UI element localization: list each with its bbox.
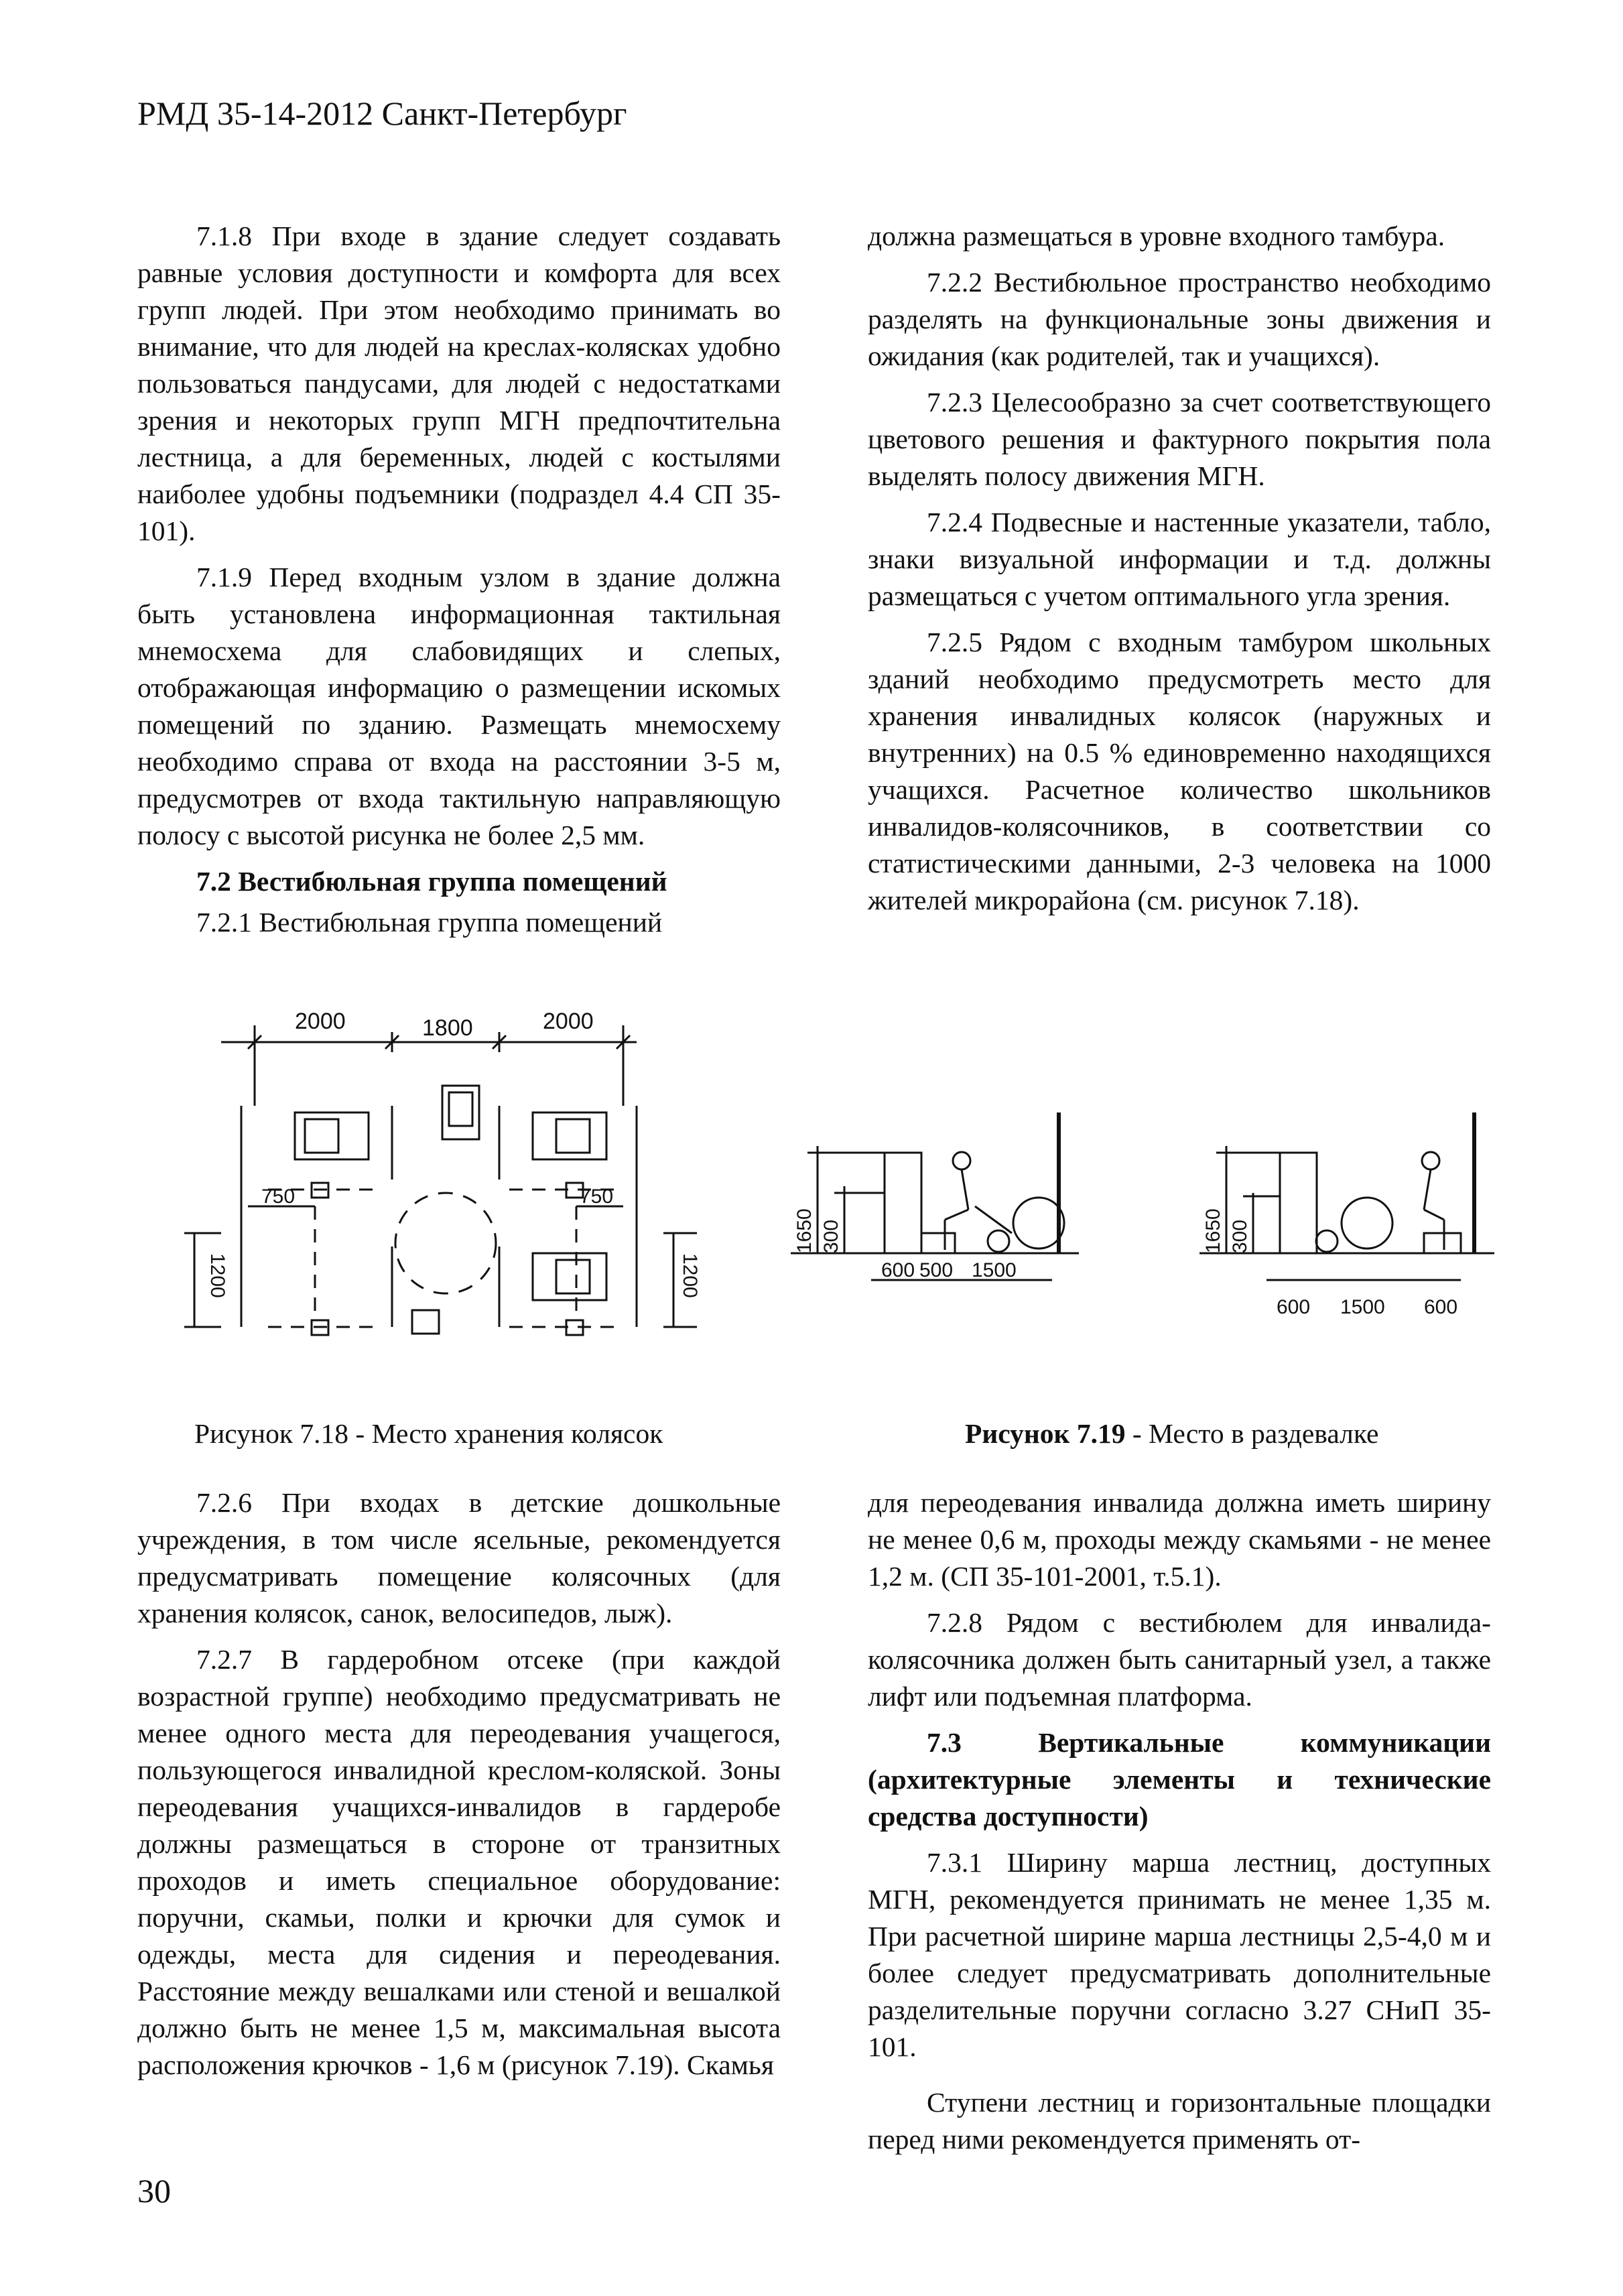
figure-7-19-caption <box>965 1417 1378 1450</box>
paragraph-7-2-4: 7.2.4 Подвесные и настенные указатели, табло, знаки визуальной информации и т.д. должны размещаться с учетом оптимального угла зрения. <box>868 507 1491 611</box>
paragraph-7-2-5: 7.2.5 Рядом с входным тамбуром школьных зданий необходимо предусмотреть место для хранения инвалидных колясок (наружных и внутренних) на 0.5 % единовременно находящихся учащихся. Расчетное количество школьников инвалидов-колясочников, в соответствии со статистическими данными, 2-3 человека на 1000 жителей микрорайона (см. рисунок 7.18). <box>868 627 1491 915</box>
paragraph-continuation-2: для переодевания инвалида должна иметь ширину не менее 0,6 м, проходы между скамьями - не менее 1,2 м. (СП 35-101-2001, т.5.1). <box>868 1487 1491 1592</box>
paragraph-continuation: должна размещаться в уровне входного тамбура. <box>868 220 1445 251</box>
figure-7-19-caption-label: Рисунок 7.19 <box>965 1418 1126 1449</box>
dim-750-right: 750 <box>580 1186 614 1208</box>
paragraph-7-2-2: 7.2.2 Вестибюльное пространство необходимо разделять на функциональные зоны движения и ожидания (как родителей, так и учащихся). <box>868 267 1491 371</box>
paragraph-7-2-6: 7.2.6 При входах в детские дошкольные учреждения, в том числе ясельные, рекомендуется предусматривать помещение колясочных (для хранения колясок, санок, велосипедов, лыж). <box>137 1487 781 1629</box>
section-7-2-title: 7.2 Вестибюльная группа помещений <box>196 866 667 897</box>
dim-1200-right: 1200 <box>679 1253 701 1298</box>
dim-600-right-b: 600 <box>1424 1296 1458 1318</box>
dim-2000-left: 2000 <box>295 1009 346 1034</box>
dim-1500-right: 1500 <box>1340 1296 1385 1318</box>
dim-2000-right: 2000 <box>543 1009 594 1034</box>
dim-1500-left: 1500 <box>972 1259 1017 1281</box>
paragraph-7-3-1: 7.3.1 Ширину марша лестниц, доступных МГН, рекомендуется принимать не менее 1,35 м. При расчетной ширине марша лестницы 2,5-4,0 м и более следует предусматривать дополнительные разделительные поручни согласно 3.27 СНиП 35-101. <box>868 1847 1491 2062</box>
left-column-bottom <box>137 1484 781 2084</box>
paragraph-7-1-8: 7.1.8 При входе в здание следует создавать равные условия доступности и комфорта для всех групп людей. При этом необходимо принимать во внимание, что для людей на креслах-колясках удобно пользоваться пандусами, для людей с недостатками зрения и некоторых групп МГН предпочтительна лестница, а для беременных, людей с костылями наиболее удобны подъемники (подраздел 4.4 СП 35-101). <box>137 220 781 546</box>
figure-7-19-sections <box>771 1099 1508 1354</box>
right-column-bottom <box>868 1484 1491 2158</box>
paragraph-7-2-7: 7.2.7 В гардеробном отсеке (при каждой возрастной группе) необходимо предусматривать не менее одного места для переодевания учащегося, пользующегося инвалидной креслом-коляской. Зоны переодевания учащихся-инвалидов в гардеробе должны размещаться в стороне от транзитных проходов и иметь специальное оборудование: поручни, скамьи, полки и крючки для сумок и одежды, места для сидения и переодевания. Расстояние между вешалками или стеной и вешалкой должно быть не менее 1,5 м, максимальная высота расположения крючков - 1,6 м (рисунок 7.19). Скамья <box>137 1644 781 2080</box>
page-header: РМД 35-14-2012 Санкт-Петербург <box>137 94 627 132</box>
figure-7-18-plan <box>181 1005 730 1354</box>
paragraph-7-2-1: 7.2.1 Вестибюльная группа помещений <box>196 907 663 938</box>
paragraph-7-2-8: 7.2.8 Рядом с вестибюлем для инвалида-колясочника должен быть санитарный узел, а также лифт или подъемная платформа. <box>868 1607 1491 1712</box>
left-column-top <box>137 218 781 941</box>
page-number: 30 <box>137 2172 171 2210</box>
dim-300-right: 300 <box>1229 1219 1251 1253</box>
right-column-top <box>868 218 1491 919</box>
dim-500-left: 500 <box>919 1259 954 1281</box>
dim-750-left: 750 <box>261 1186 296 1208</box>
dim-300-left: 300 <box>820 1219 842 1253</box>
paragraph-7-2-3: 7.2.3 Целесообразно за счет соответствующего цветового решения и фактурного покрытия пола выделять полосу движения МГН. <box>868 387 1491 491</box>
dim-1200-left: 1200 <box>206 1253 229 1298</box>
dim-600-left: 600 <box>881 1259 915 1281</box>
figure-7-18-caption: Рисунок 7.18 - Место хранения колясок <box>194 1418 663 1449</box>
figure-7-19-caption-text: - Место в раздевалке <box>1125 1418 1379 1449</box>
paragraph-steps: Ступени лестниц и горизонтальные площадки перед ними рекомендуется применять от- <box>868 2087 1491 2155</box>
dim-1650-right: 1650 <box>1202 1208 1224 1253</box>
paragraph-7-1-9: 7.1.9 Перед входным узлом в здание должна быть установлена информационная тактильная мнемосхема для слабовидящих и слепых, отображающая информацию о размещении искомых помещений по зданию. Размещать мнемосхему необходимо справа от входа на расстоянии 3-5 м, предусмотрев от входа тактильную направляющую полосу с высотой рисунка не более 2,5 мм. <box>137 562 781 850</box>
dim-1800: 1800 <box>422 1015 473 1041</box>
dim-600-right-a: 600 <box>1277 1296 1311 1318</box>
section-7-3-title: 7.3 Вертикальные коммуникации (архитектурные элементы и технические средства доступности) <box>868 1727 1491 1832</box>
dim-1650-left: 1650 <box>793 1208 816 1253</box>
